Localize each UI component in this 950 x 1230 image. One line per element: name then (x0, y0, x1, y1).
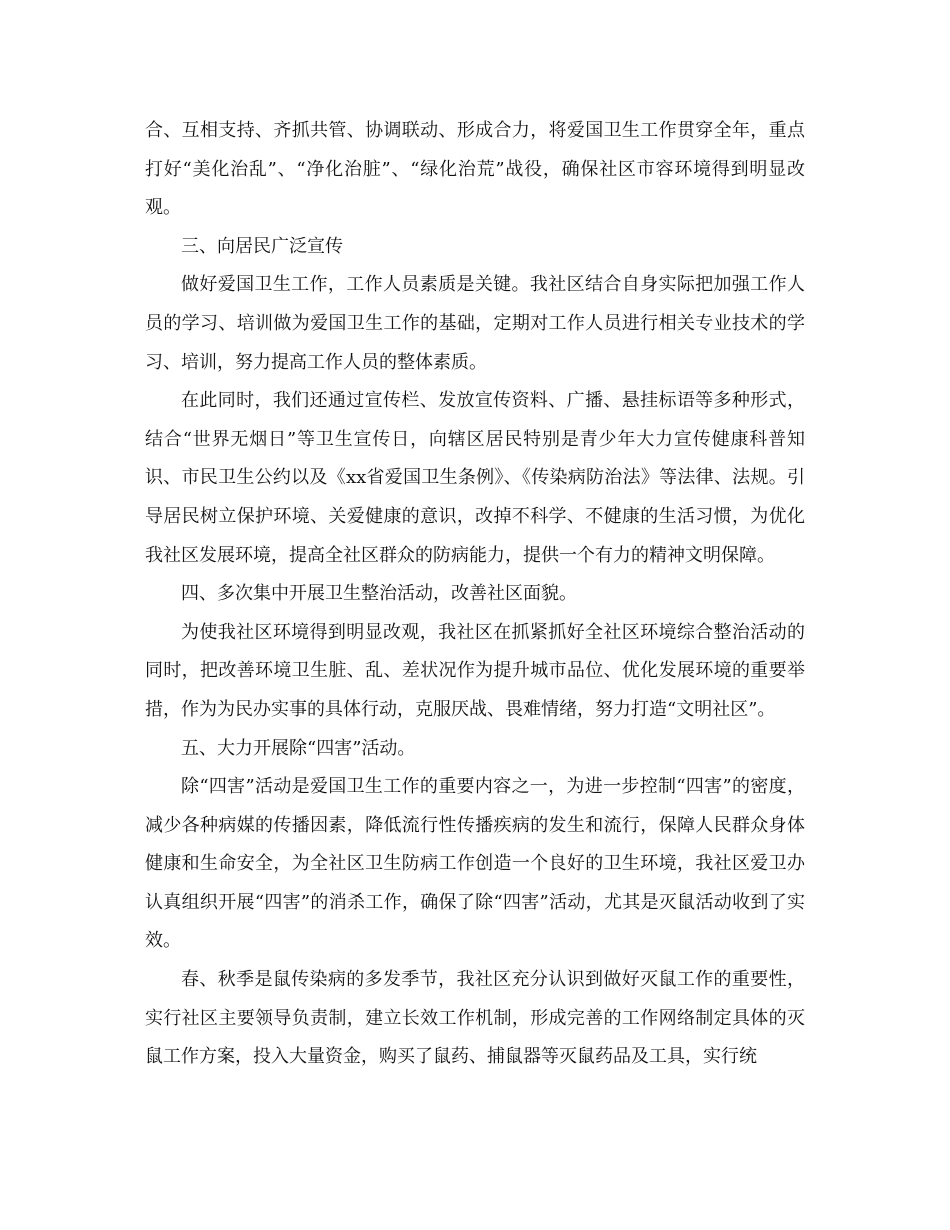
section-heading-5: 五、大力开展除“四害”活动。 (181, 737, 416, 759)
paragraph: 做好爱国卫生工作，工作人员素质是关键。我社区结合自身实际把加强工作人员的学习、培训做为爱国卫生工作的基础，定期对工作人员进行相关专业技术的学习、培训，努力提高工作人员的整体素质。 (145, 274, 805, 373)
section-heading-3: 三、向居民广泛宣传 (181, 235, 343, 257)
paragraph: 除“四害”活动是爱国卫生工作的重要内容之一，为进一步控制“四害”的密度，减少各种病媒的传播因素，降低流行性传播疾病的发生和流行，保障人民群众身体健康和生命安全，为全社区卫生防病工作创造一个良好的卫生环境，我社区爱卫办认真组织开展“四害”的消杀工作，确保了除“四害”活动，尤其是灭鼠活动收到了实效。 (145, 776, 805, 952)
section-heading-4: 四、多次集中开展卫生整治活动，改善社区面貌。 (181, 583, 577, 605)
paragraph: 在此同时，我们还通过宣传栏、发放宣传资料、广播、悬挂标语等多种形式，结合“世界无烟日”等卫生宣传日，向辖区居民特别是青少年大力宣传健康科普知识、市民卫生公约以及《xx省爱国卫生条例》、《传染病防治法》等法律、法规。引导居民树立保护环境、关爱健康的意识，改掉不科学、不健康的生活习惯，为优化我社区发展环境，提高全社区群众的防病能力，提供一个有力的精神文明保障。 (145, 390, 805, 566)
paragraph-continued: 合、互相支持、齐抓共管、协调联动、形成合力，将爱国卫生工作贯穿全年，重点打好“美化治乱”、“净化治脏”、“绿化治荒”战役，确保社区市容环境得到明显改观。 (145, 120, 805, 219)
paragraph: 为使我社区环境得到明显改观，我社区在抓紧抓好全社区环境综合整治活动的同时，把改善环境卫生脏、乱、差状况作为提升城市品位、优化发展环境的重要举措，作为为民办实事的具体行动，克服厌战、畏难情绪，努力打造“文明社区”。 (145, 621, 805, 720)
paragraph: 春、秋季是鼠传染病的多发季节，我社区充分认识到做好灭鼠工作的重要性，实行社区主要领导负责制，建立长效工作机制，形成完善的工作网络制定具体的灭鼠工作方案，投入大量资金，购买了鼠药、捕鼠器等灭鼠药品及工具，实行统 (145, 969, 805, 1068)
document-page (145, 112, 805, 1077)
